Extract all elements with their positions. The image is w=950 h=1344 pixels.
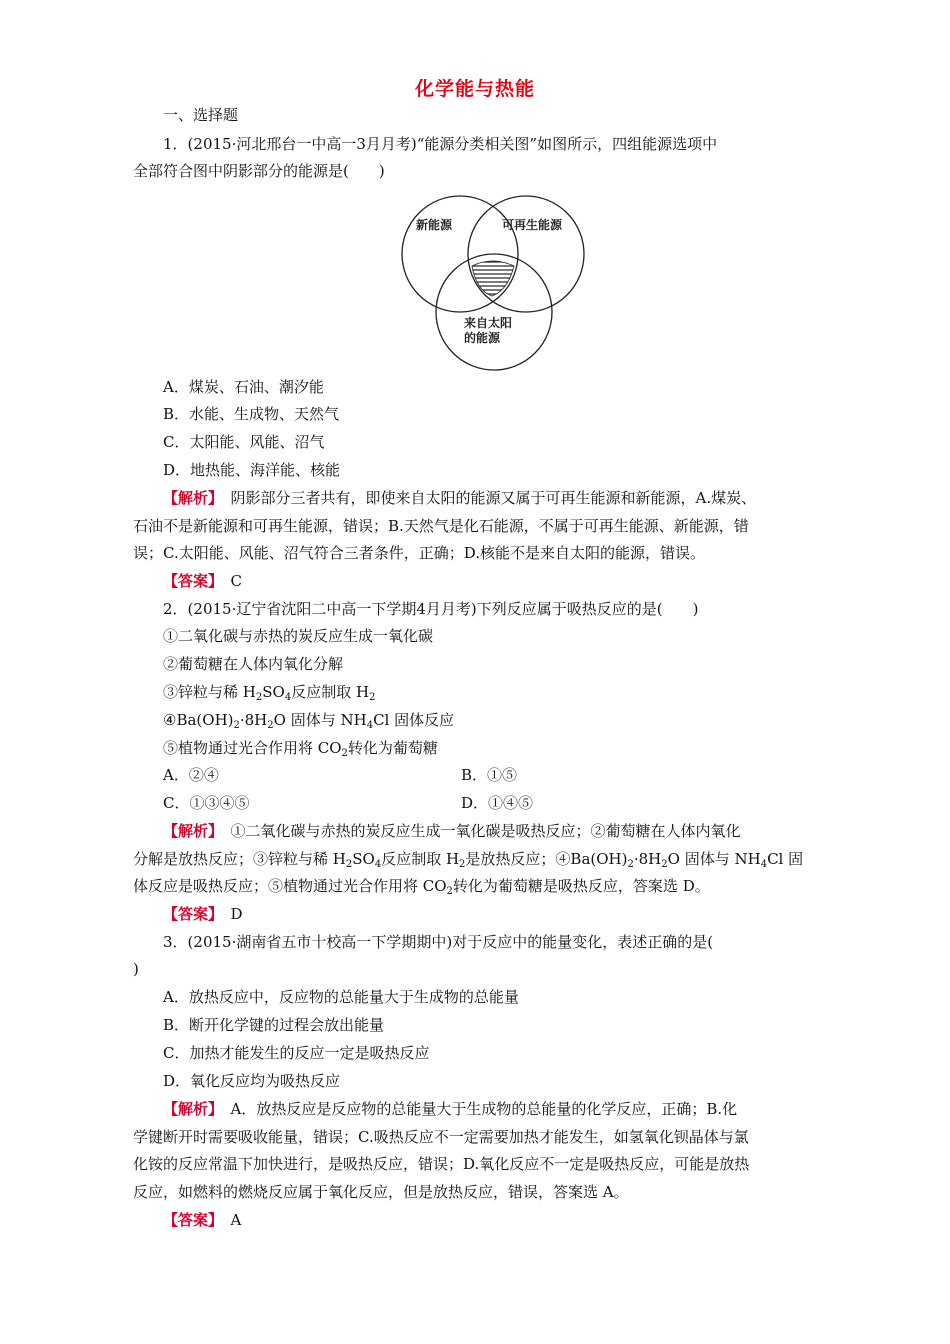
q1-stem-line1: 1．(2015·河北邢台一中高一3月月考)“能源分类相关图”如图所示，四组能源选项中 bbox=[163, 135, 718, 153]
q3-option-a: A．放热反应中，反应物的总能量大于生成物的总能量 bbox=[163, 988, 519, 1006]
venn-diagram bbox=[398, 192, 588, 372]
q2-item-2: ②葡萄糖在人体内氧化分解 bbox=[163, 655, 344, 673]
venn-label-solar-1: 来自太阳 bbox=[464, 316, 513, 330]
q2-stem: 2．(2015·辽宁省沈阳二中高一下学期4月月考)下列反应属于吸热反应的是( ) bbox=[163, 600, 699, 618]
q3-stem-line2: ) bbox=[133, 960, 139, 978]
q2-analysis-line2: 分解是放热反应；③锌粒与稀 $H_2SO_4$反应制取 $H_2$是放热反应；$④Ba(OH)_2\cdot 8H_2O$ 固体与 $NH_4Cl$ 固 bbox=[133, 850, 804, 870]
q3-option-b: B．断开化学键的过程会放出能量 bbox=[163, 1016, 385, 1034]
analysis-label: 【解析】 bbox=[163, 1100, 216, 1118]
answer-value: A bbox=[215, 1211, 242, 1229]
q3-analysis-line4: 反应，如燃料的燃烧反应属于氧化反应，但是放热反应，错误，答案选 A。 bbox=[133, 1183, 629, 1201]
q2-item-3: ③锌粒与稀 $H_2SO_4$反应制取 $H_2$ bbox=[163, 683, 376, 703]
q2-answer bbox=[163, 903, 243, 925]
analysis-text: A．放热反应是反应物的总能量大于生成物的总能量的化学反应，正确；B.化 bbox=[215, 1100, 738, 1118]
q2-option-d: D．①④⑤ bbox=[461, 794, 534, 812]
answer-label: 【答案】 bbox=[163, 572, 216, 590]
q2-item-1: ①二氧化碳与赤热的炭反应生成一氧化碳 bbox=[163, 627, 434, 645]
q3-option-d: D．氧化反应均为吸热反应 bbox=[163, 1072, 341, 1090]
page-title: 化学能与热能 bbox=[414, 78, 535, 100]
q2-analysis-line1 bbox=[163, 820, 741, 842]
venn-shaded-region bbox=[472, 261, 514, 296]
q1-option-c: C．太阳能、风能、沼气 bbox=[163, 433, 325, 451]
answer-value: D bbox=[215, 905, 243, 923]
analysis-label: 【解析】 bbox=[163, 822, 216, 840]
q2-option-a: A．②④ bbox=[163, 766, 219, 784]
venn-label-renewable: 可再生能源 bbox=[502, 218, 563, 232]
q1-analysis-line2: 石油不是新能源和可再生能源，错误；B.天然气是化石能源，不属于可再生能源、新能源，错 bbox=[133, 517, 749, 535]
q1-analysis-line1 bbox=[163, 487, 756, 509]
q2-option-c: C．①③④⑤ bbox=[163, 794, 250, 812]
q1-analysis-line3: 误；C.太阳能、风能、沼气符合三者条件，正确；D.核能不是来自太阳的能源，错误。 bbox=[133, 544, 705, 562]
section-heading: 一、选择题 bbox=[163, 106, 239, 124]
analysis-text: 阴影部分三者共有，即使来自太阳的能源又属于可再生能源和新能源，A.煤炭、 bbox=[215, 489, 757, 507]
q2-item-4: $④Ba(OH)_2\cdot 8H_2O$ 固体与 $NH_4Cl$ 固体反应 bbox=[163, 711, 455, 731]
q2-analysis-line3: 体反应是吸热反应；⑤植物通过光合作用将 $CO_2$转化为葡萄糖是吸热反应，答案选 D。 bbox=[133, 877, 710, 897]
q1-answer bbox=[163, 570, 242, 592]
q3-analysis-line1 bbox=[163, 1098, 737, 1120]
q3-answer bbox=[163, 1209, 241, 1231]
q1-option-d: D．地热能、海洋能、核能 bbox=[163, 461, 341, 479]
q3-analysis-line2: 学键断开时需要吸收能量，错误；C.吸热反应不一定需要加热才能发生，如氢氧化钡晶体与氯 bbox=[133, 1128, 749, 1146]
q3-analysis-line3: 化铵的反应常温下加快进行，是吸热反应，错误；D.氧化反应不一定是吸热反应，可能是放热 bbox=[133, 1155, 750, 1173]
q1-stem-line2: 全部符合图中阴影部分的能源是( ) bbox=[133, 162, 385, 180]
analysis-text: ①二氧化碳与赤热的炭反应生成一氧化碳是吸热反应；②葡萄糖在人体内氧化 bbox=[215, 822, 741, 840]
answer-value: C bbox=[215, 572, 242, 590]
q1-option-a: A．煤炭、石油、潮汐能 bbox=[163, 378, 324, 396]
q1-option-b: B．水能、生成物、天然气 bbox=[163, 405, 340, 423]
venn-label-solar-2: 的能源 bbox=[464, 331, 501, 345]
venn-label-new-energy: 新能源 bbox=[416, 218, 453, 232]
analysis-label: 【解析】 bbox=[163, 489, 216, 507]
answer-label: 【答案】 bbox=[163, 1211, 216, 1229]
answer-label: 【答案】 bbox=[163, 905, 216, 923]
q3-stem-line1: 3．(2015·湖南省五市十校高一下学期期中)对于反应中的能量变化，表述正确的是( bbox=[163, 933, 714, 951]
q3-option-c: C．加热才能发生的反应一定是吸热反应 bbox=[163, 1044, 430, 1062]
q2-option-b: B．①⑤ bbox=[461, 766, 518, 784]
q2-item-5: ⑤植物通过光合作用将 $CO_2$转化为葡萄糖 bbox=[163, 739, 438, 759]
